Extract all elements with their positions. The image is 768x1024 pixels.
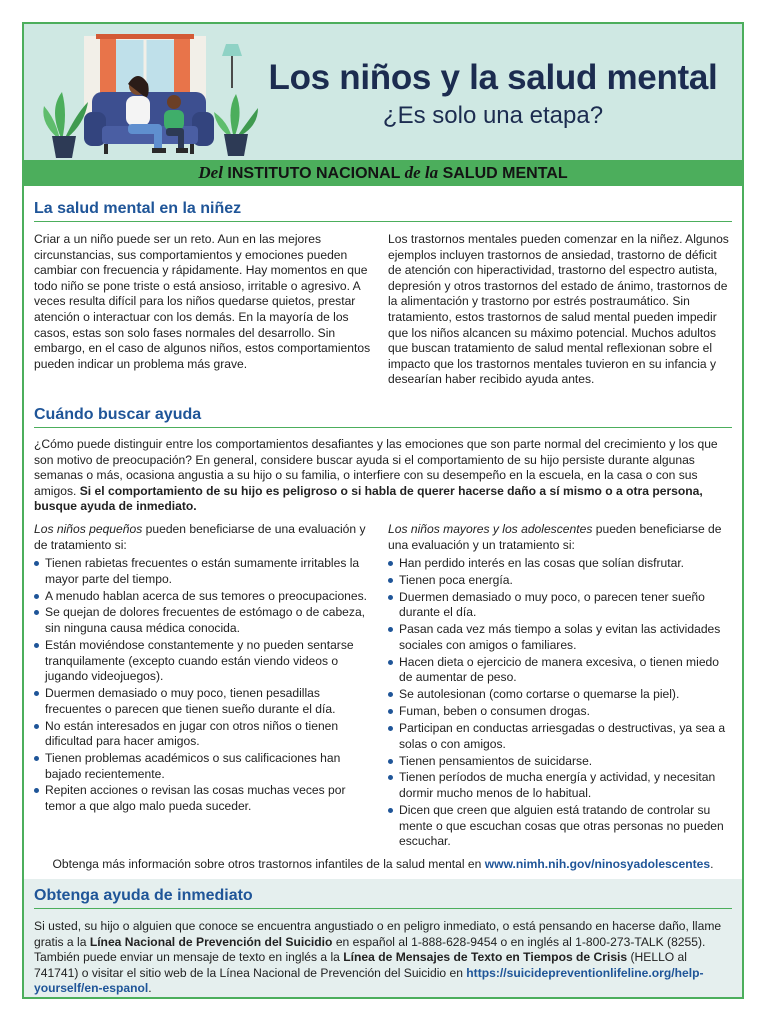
more-info-text: Obtenga más información sobre otros trastornos infantiles de la salud mental en: [52, 857, 482, 872]
young-lead-rest: pueden beneficiarse de una evaluación y de tratamiento si:: [34, 521, 366, 552]
nimh-link[interactable]: www.nimh.nih.gov/ninosyadolescentes: [484, 857, 711, 872]
page-title: Los niños y la salud mental: [268, 58, 718, 97]
help-bold-lifeline: Línea Nacional de Prevención del Suicidio: [89, 934, 333, 949]
older-children-column: [388, 522, 732, 851]
more-info-end: .: [710, 857, 714, 872]
get-help-now-box: [24, 879, 742, 997]
list-item: Pasan cada vez más tiempo a solas y evitan las actividades sociales con amigos o familiares.: [388, 622, 732, 653]
list-item: Duermen demasiado o muy poco, o parecen tener sueño durante el día.: [388, 590, 732, 621]
list-item: No están interesados en jugar con otros niños o tienen dificultad para hacer amigos.: [34, 719, 378, 750]
help-text-1: Si usted, su hijo o alguien que conoce se encuentra angustiado o en peligro inmediato, o está pensando en hacerse daño, llame gratis a la: [34, 919, 722, 949]
help-text-3: (HELLO al 741741) o visitar el sitio web de la Línea Nacional de Prevención del Suicidio en: [34, 950, 687, 980]
list-item: Dicen que creen que alguien está tratando de controlar su mente o que escuchan cosas que otras personas no pueden escuchar.: [388, 803, 732, 850]
help-bold-crisis-text: Línea de Mensajes de Texto en Tiempos de Crisis: [343, 950, 628, 965]
banner-de-la: de la: [404, 163, 439, 182]
list-item: Tienen períodos de mucha energía y actividad, y necesitan dormir mucho menos de lo habitual.: [388, 770, 732, 801]
banner-part1: INSTITUTO NACIONAL: [227, 165, 401, 182]
when-seek-help-intro: [34, 437, 732, 515]
list-item: Fuman, beben o consumen drogas.: [388, 704, 732, 720]
older-symptom-list: [388, 556, 732, 850]
page-subtitle: ¿Es solo una etapa?: [382, 102, 604, 129]
list-item: A menudo hablan acerca de sus temores o preocupaciones.: [34, 589, 378, 605]
banner-part2: SALUD MENTAL: [442, 165, 568, 182]
older-lead: [388, 522, 732, 553]
list-item: Tienen pensamientos de suicidarse.: [388, 754, 732, 770]
fact-sheet: [22, 22, 744, 999]
intro-bold-warning: Si el comportamiento de su hijo es peligroso o si habla de querer hacerse daño a sí mismo o a otra persona, busque ayuda de inmediato.: [34, 483, 703, 514]
paragraph-right: Los trastornos mentales pueden comenzar en la niñez. Algunos ejemplos incluyen trastornos de ansiedad, trastorno de déficit de atención con hiperactividad, trastorno del espectro autista, depresión y otros trastornos del estado de ánimo, trastornos de la alimentación y trastorno por estrés postraumático. Sin tratamiento, estos trastornos de salud mental pueden impedir que los niños alcancen su máximo potencial. Muchos adultos que buscan tratamiento de salud mental reflexionan sobre el impacto que los trastornos mentales tuvieron en su infancia y desearían haber recibido ayuda antes.: [388, 232, 729, 387]
list-item: Participan en conductas arriesgadas o destructivas, ya sea a solas o con amigos.: [388, 721, 732, 752]
older-lead-italic: Los niños mayores y los adolescentes: [388, 521, 593, 536]
list-item: Repiten acciones o revisan las cosas muchas veces por temor a que algo malo pueda suceder.: [34, 783, 378, 814]
section-heading-mental-health: La salud mental en la niñez: [34, 200, 732, 222]
young-lead: [34, 522, 378, 553]
section-heading-when-seek-help: Cuándo buscar ayuda: [34, 406, 732, 428]
young-children-column: [34, 522, 378, 851]
symptom-columns: [34, 522, 732, 851]
header: [24, 24, 742, 160]
list-item: Están moviéndose constantemente y no pueden sentarse tranquilamente (excepto cuando están viendo videos o jugando videojuegos).: [34, 638, 378, 685]
section-heading-get-help: Obtenga ayuda de inmediato: [34, 887, 732, 909]
illustration-mother-child-sofa-icon: [42, 28, 262, 160]
list-item: Han perdido interés en las cosas que solían disfrutar.: [388, 556, 732, 572]
list-item: Se autolesionan (como cortarse o quemarse la piel).: [388, 687, 732, 703]
list-item: Tienen problemas académicos o sus calificaciones han bajado recientemente.: [34, 751, 378, 782]
help-text-2: en español al 1-888-628-9454 o en inglés al 1-800-273-TALK (8255). También puede enviar un mensaje de texto en inglés a la: [34, 934, 706, 965]
list-item: Tienen rabietas frecuentes o están sumamente irritables la mayor parte del tiempo.: [34, 556, 378, 587]
intro-text: ¿Cómo puede distinguir entre los comportamientos desafiantes y las emociones que son parte normal del crecimiento y los que son motivo de preocupación? En general, considere buscar ayuda si el comportamiento de su hijo persiste durante algunas semanas o más, ocasiona angustia a su hijo o su familia, o interfiere con su desempeño en la escuela, en la casa o con sus amigos.: [34, 436, 718, 498]
list-item: Hacen dieta o ejercicio de manera excesiva, o tienen miedo de aumentar de peso.: [388, 655, 732, 686]
paragraph-left: Criar a un niño puede ser un reto. Aun en las mejores circunstancias, sus comportamientos y emociones pueden cambiar con frecuencia y rápidamente. Hay momentos en que todo niño se pone triste o está ansioso, irritable o agresivo. A veces resulta difícil para los niños quedarse quietos, prestar atención o interactuar con los demás. En la mayoría de los casos, estas son solo fases normales del desarrollo. Sin embargo, en el caso de algunos niños, estos comportamientos pueden indicar un problema más grave.: [34, 232, 371, 371]
list-item: Duermen demasiado o muy poco, tienen pesadillas frecuentes o parecen que tienen sueño durante el día.: [34, 686, 378, 717]
older-lead-rest: pueden beneficiarse de una evaluación y un tratamiento si:: [388, 521, 722, 552]
section-mental-health-body: [34, 232, 732, 388]
main-content: [24, 200, 742, 873]
more-info-line: [34, 857, 732, 873]
young-lead-italic: Los niños pequeños: [34, 521, 143, 536]
list-item: Se quejan de dolores frecuentes de estómago o de cabeza, sin ninguna causa médica conocida.: [34, 605, 378, 636]
help-text-4: .: [148, 981, 152, 996]
lifeline-link[interactable]: https://suicidepreventionlifeline.org/help-yourself/en-espanol: [34, 965, 704, 996]
list-item: Tienen poca energía.: [388, 573, 732, 589]
young-symptom-list: [34, 556, 378, 815]
banner-del: Del: [198, 163, 223, 182]
get-help-paragraph: [34, 919, 732, 997]
publisher-banner: [24, 160, 742, 186]
